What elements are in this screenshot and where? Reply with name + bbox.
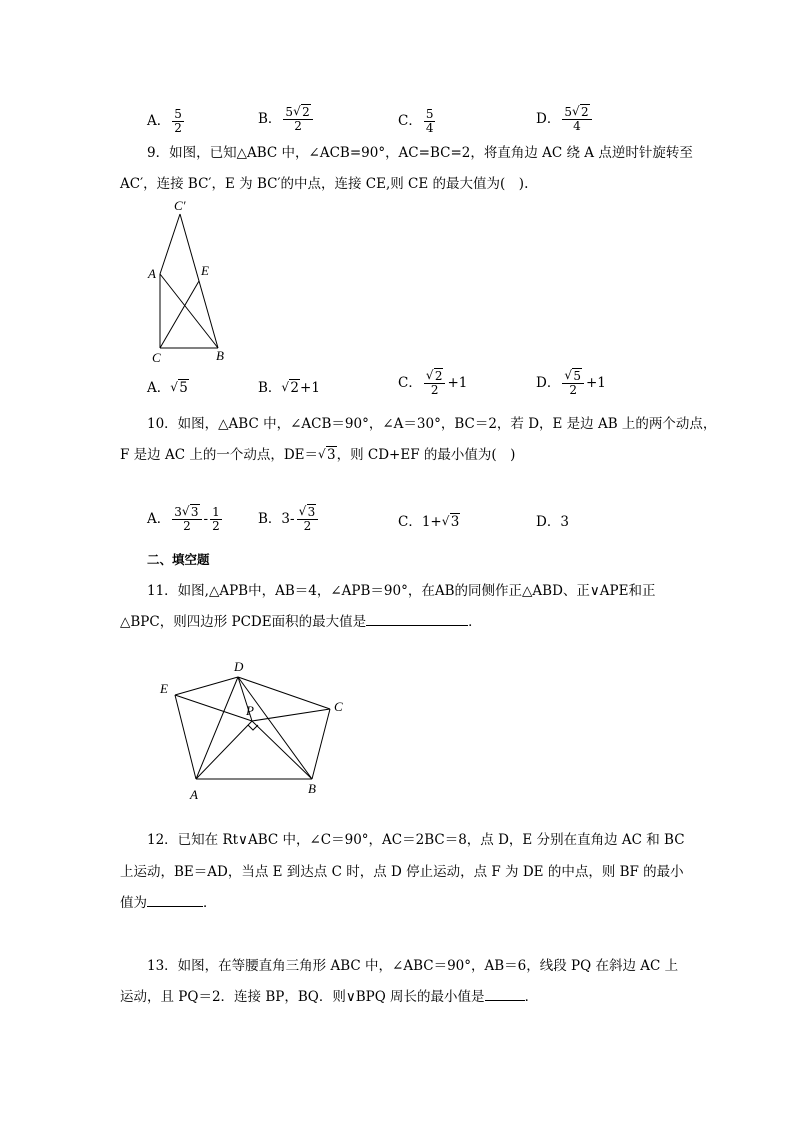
q11-label-b: B <box>308 781 316 796</box>
q11-label-c: C <box>334 699 343 714</box>
q9-option-b: B．√ 2+1 <box>258 378 320 398</box>
q10-option-b: B．3- √ $\frac{3}{2}$ <box>258 506 320 533</box>
q9-label-c: C <box>152 350 161 365</box>
q8-option-d: D． $\frac{5√ 2}{4}$ <box>536 106 594 133</box>
q9-line1: 9．如图，已知△ABC 中，∠ACB=90°，AC=BC=2，将直角边 AC 绕 A 点逆时针旋转至 <box>147 145 693 161</box>
q9-option-a: A．√ 5 <box>147 378 189 398</box>
q11-label-d: D <box>234 659 244 674</box>
q13-line2: 运动，且 PQ＝2．连接 BP，BQ．则∨BPQ 周长的最小值是 ． <box>120 989 539 1005</box>
q11-label-a: A <box>190 787 198 802</box>
q9-figure <box>140 198 250 366</box>
q10-line2: F 是边 AC 上的一个动点，DE＝√ 3，则 CD+EF 的最小值为( ) <box>120 445 515 465</box>
q9-label-b: B <box>216 348 224 363</box>
q10-line1: 10．如图，△ABC 中，∠ACB＝90°，∠A＝30°，BC＝2，若 D，E 是边 AB 上的两个动点， <box>147 416 717 432</box>
q10-option-d: D．3 <box>536 514 569 530</box>
section-heading: 二、填空题 <box>147 552 210 567</box>
q9-line2: AC′，连接 BC′，E 为 BC′的中点，连接 CE,则 CE 的最大值为( ). <box>120 176 529 192</box>
q10-option-a: A． $\frac{3√ 3}{2}$ - $\frac{1}{2}$ <box>147 506 224 533</box>
q8-option-c: C． $\frac{5}{4}$ <box>398 107 434 135</box>
q9-option-c: C． √ $\frac{2}{2}$ +1 <box>398 370 467 397</box>
q12-line3: 值为 ． <box>120 895 217 911</box>
q12-line2: 上运动，BE＝AD，当点 E 到达点 C 时，点 D 停止运动，点 F 为 DE 的中点，则 BF 的最小 <box>120 864 684 880</box>
q11-line2: △BPC，则四边形 PCDE面积的最大值是 ． <box>120 614 482 630</box>
q11-label-p: P <box>246 703 254 718</box>
q8-option-a: A． $\frac{5}{2}$ <box>147 107 182 135</box>
q9-label-e: E <box>201 263 209 278</box>
q13-line1: 13．如图，在等腰直角三角形 ABC 中，∠ABC＝90°，AB＝6，线段 PQ 在斜边 AC 上 <box>147 958 679 974</box>
q9-label-a: A <box>148 266 156 281</box>
q9-option-d: D． √ $\frac{5}{2}$ +1 <box>536 370 606 397</box>
q8-option-b: B． $\frac{5√ 2}{2}$ <box>258 106 315 133</box>
q9-label-cprime: C′ <box>174 198 186 213</box>
q12-line1: 12．已知在 Rt∨ABC 中，∠C＝90°，AC＝2BC＝8，点 D，E 分别在直角边 AC 和 BC <box>147 832 685 848</box>
q11-label-e: E <box>160 681 168 696</box>
q11-line1: 11．如图,△APB中，AB＝4，∠APB＝90°，在AB的同侧作正△ABD、正∨APE和正 <box>147 583 656 599</box>
q11-figure <box>150 655 350 803</box>
q10-option-c: C．1+√ 3 <box>398 512 460 532</box>
